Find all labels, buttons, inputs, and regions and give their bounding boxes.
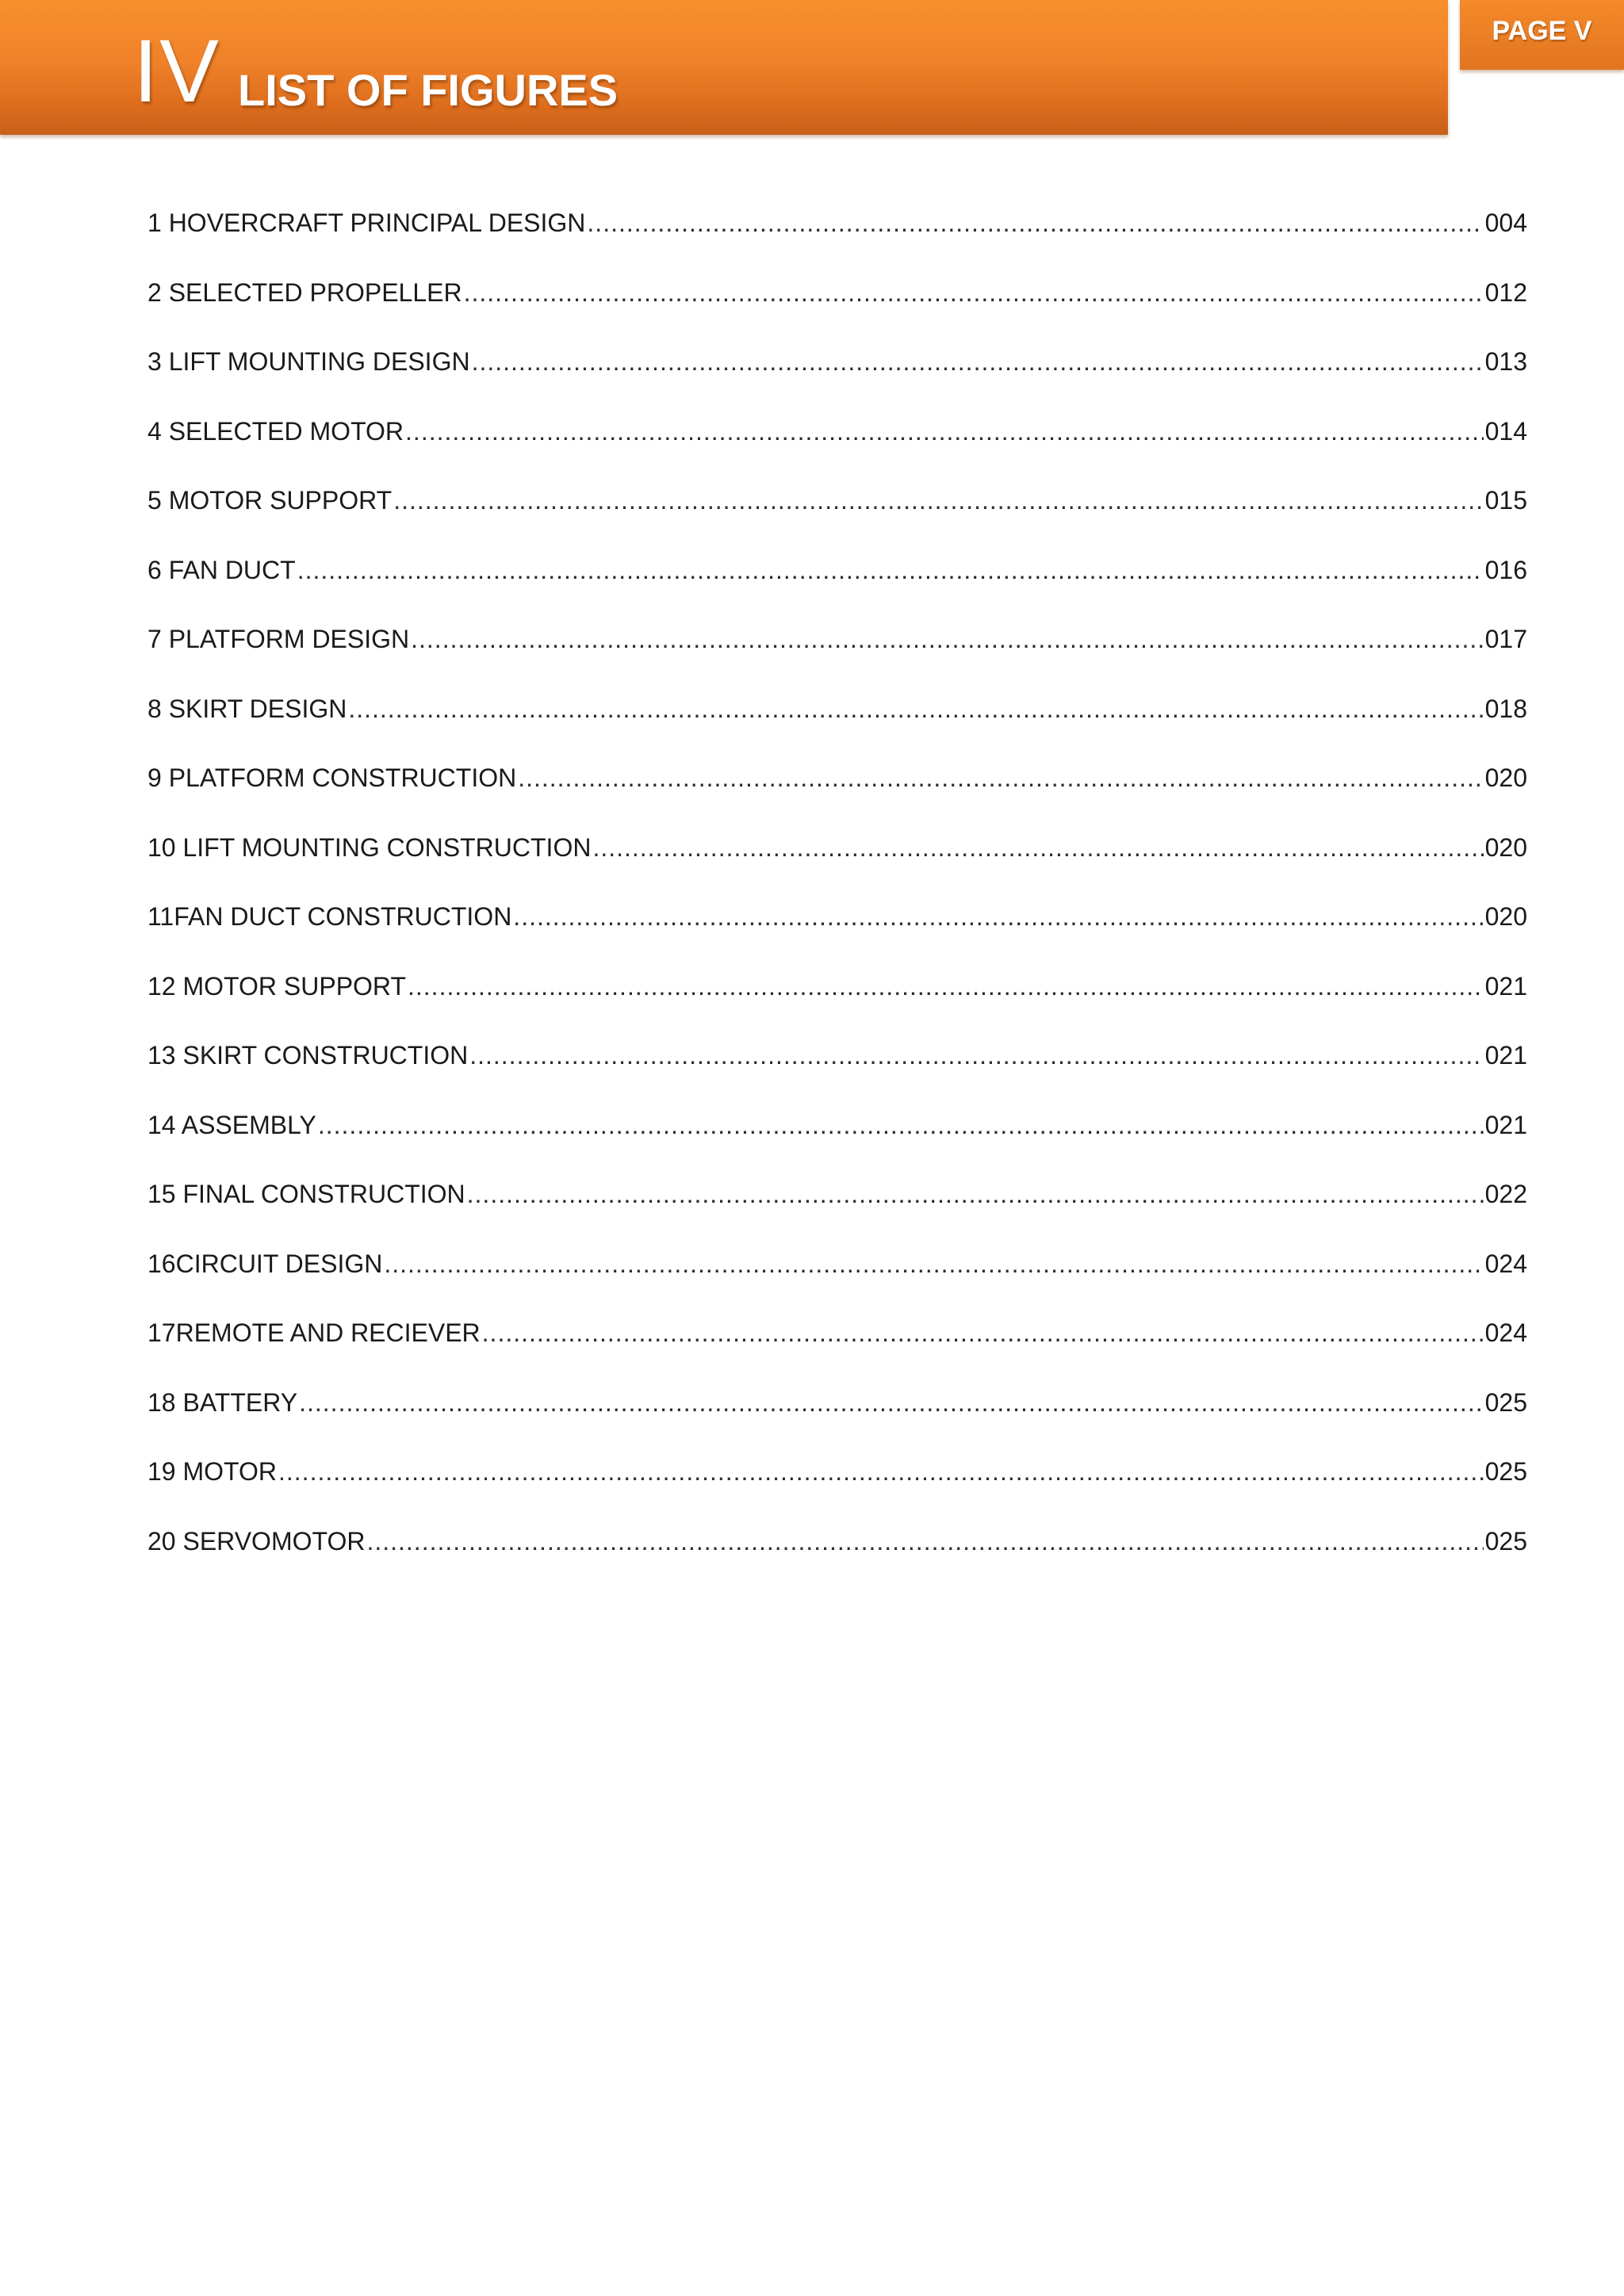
toc-leader-dots (587, 204, 1483, 242)
toc-entry-page: 024 (1484, 1249, 1527, 1278)
toc-entry-label: 10 LIFT MOUNTING CONSTRUCTION (147, 832, 592, 862)
toc-leader-dots (472, 342, 1484, 381)
toc-entry-page: 022 (1484, 1180, 1527, 1208)
toc-entry (147, 967, 1527, 1037)
toc-entry-label: 17REMOTE AND RECIEVER (147, 1318, 481, 1347)
toc-leader-dots (348, 690, 1483, 728)
toc-entry-label: 8 SKIRT DESIGN (147, 694, 347, 723)
page-number-tab (1460, 0, 1624, 70)
toc-entry (147, 1106, 1527, 1176)
toc-entry-page: 021 (1484, 1041, 1527, 1070)
toc-entry-label: 7 PLATFORM DESIGN (147, 625, 410, 653)
toc-entry-page: 025 (1484, 1457, 1527, 1486)
toc-entry (147, 828, 1527, 898)
toc-entry (147, 481, 1527, 551)
toc-entry-page: 024 (1484, 1318, 1527, 1347)
toc-leader-dots (384, 1245, 1483, 1283)
toc-entry (147, 1522, 1527, 1592)
toc-leader-dots (405, 412, 1484, 450)
toc-entry (147, 412, 1527, 482)
toc-leader-dots (482, 1314, 1484, 1352)
section-number: IV (133, 21, 220, 121)
toc-entry-page: 016 (1484, 555, 1527, 584)
toc-entry-label: 14 ASSEMBLY (147, 1110, 316, 1139)
toc-entry-page: 021 (1484, 1110, 1527, 1139)
toc-leader-dots (469, 1036, 1483, 1074)
toc-entry-page: 020 (1484, 902, 1527, 931)
toc-leader-dots (464, 274, 1484, 312)
toc-entry-label: 3 LIFT MOUNTING DESIGN (147, 347, 470, 376)
toc-entry (147, 897, 1527, 967)
toc-entry-label: 20 SERVOMOTOR (147, 1526, 366, 1556)
toc-entry (147, 1175, 1527, 1245)
toc-entry (147, 620, 1527, 690)
toc-entry-page: 013 (1484, 347, 1527, 376)
list-of-figures (147, 204, 1527, 1591)
toc-leader-dots (297, 551, 1484, 589)
toc-entry-label: 11FAN DUCT CONSTRUCTION (147, 902, 512, 931)
toc-entry-page: 017 (1484, 625, 1527, 653)
toc-entry-label: 15 FINAL CONSTRUCTION (147, 1180, 465, 1208)
toc-entry (147, 1245, 1527, 1314)
toc-entry (147, 342, 1527, 412)
toc-entry (147, 759, 1527, 828)
toc-entry-page: 025 (1484, 1387, 1527, 1417)
toc-entry (147, 1452, 1527, 1522)
toc-leader-dots (366, 1522, 1483, 1560)
toc-entry (147, 690, 1527, 760)
toc-entry-page: 020 (1484, 832, 1527, 862)
toc-entry (147, 1036, 1527, 1106)
toc-entry-label: 9 PLATFORM CONSTRUCTION (147, 763, 517, 792)
toc-entry-page: 014 (1484, 416, 1527, 446)
toc-entry (147, 274, 1527, 343)
toc-entry-label: 16CIRCUIT DESIGN (147, 1249, 383, 1278)
toc-entry (147, 1383, 1527, 1453)
toc-leader-dots (513, 897, 1483, 936)
toc-entry-page: 025 (1484, 1526, 1527, 1556)
toc-entry-label: 5 MOTOR SUPPORT (147, 486, 393, 515)
toc-leader-dots (411, 620, 1483, 658)
toc-leader-dots (299, 1383, 1484, 1422)
toc-entry-page: 004 (1484, 209, 1527, 237)
toc-leader-dots (592, 828, 1483, 867)
toc-entry-label: 19 MOTOR (147, 1457, 277, 1486)
toc-entry-page: 018 (1484, 694, 1527, 723)
toc-entry-label: 13 SKIRT CONSTRUCTION (147, 1041, 469, 1070)
toc-leader-dots (278, 1452, 1484, 1490)
toc-entry-label: 18 BATTERY (147, 1387, 298, 1417)
page-number-label: PAGE V (1492, 16, 1592, 46)
toc-leader-dots (518, 759, 1483, 797)
toc-entry-page: 020 (1484, 763, 1527, 792)
toc-entry (147, 204, 1527, 274)
toc-entry-label: 2 SELECTED PROPELLER (147, 277, 462, 307)
toc-leader-dots (393, 481, 1483, 519)
toc-leader-dots (467, 1175, 1484, 1213)
toc-entry-page: 021 (1484, 971, 1527, 1001)
toc-entry-label: 12 MOTOR SUPPORT (147, 971, 406, 1001)
toc-entry-label: 1 HOVERCRAFT PRINCIPAL DESIGN (147, 209, 586, 237)
section-title: LIST OF FIGURES (238, 65, 619, 115)
toc-leader-dots (408, 967, 1484, 1005)
toc-leader-dots (318, 1106, 1484, 1144)
toc-entry-label: 4 SELECTED MOTOR (147, 416, 404, 446)
toc-entry-page: 015 (1484, 486, 1527, 515)
toc-entry (147, 551, 1527, 621)
toc-entry (147, 1314, 1527, 1383)
section-header-band (0, 0, 1448, 135)
toc-entry-label: 6 FAN DUCT (147, 555, 296, 584)
toc-entry-page: 012 (1484, 277, 1527, 307)
